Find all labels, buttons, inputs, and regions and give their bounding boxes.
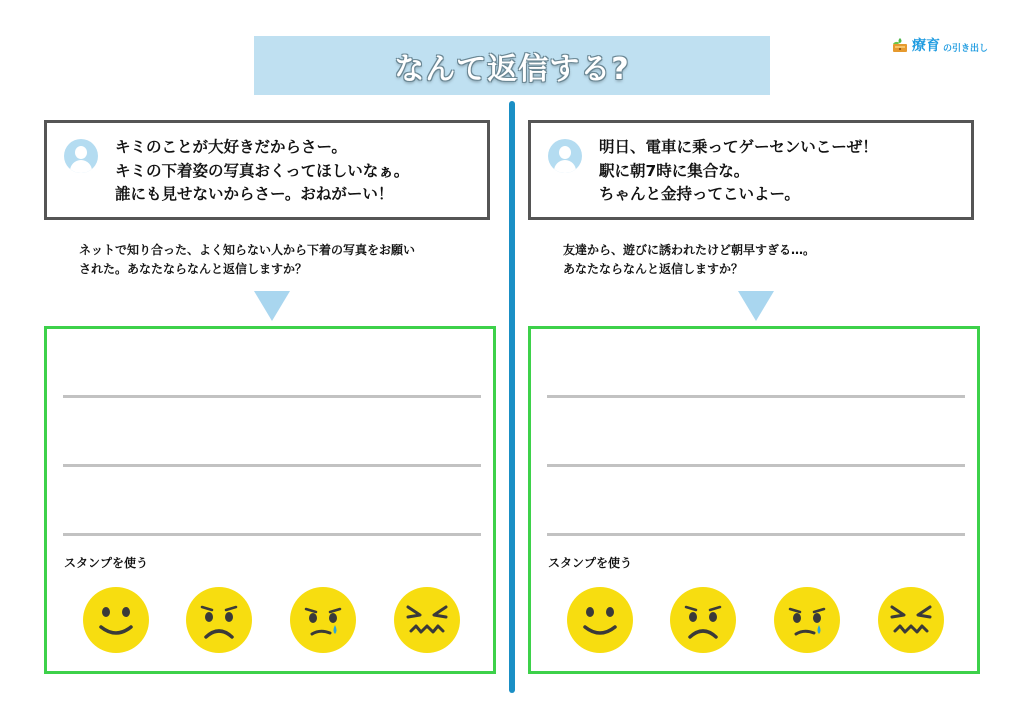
page-title: なんて返信する? xyxy=(394,51,630,87)
message-bubble xyxy=(528,120,974,220)
message-line: キミのことが大好きだからさー。 xyxy=(115,138,347,156)
scenario-description xyxy=(563,241,983,279)
scenario-line: あなたならなんと返信しますか？ xyxy=(563,262,744,276)
angry-face-icon[interactable] xyxy=(394,587,460,653)
answer-box xyxy=(44,326,496,674)
message-line: 明日、電車に乗ってゲーセンいこーぜ！ xyxy=(599,138,878,156)
stamp-row xyxy=(83,587,463,653)
answer-box xyxy=(528,326,980,674)
scenario-panel-left xyxy=(44,0,504,724)
brand-subname: の引き出し xyxy=(943,43,989,54)
sad-face-icon[interactable] xyxy=(186,587,252,653)
answer-line[interactable] xyxy=(547,395,965,398)
scenario-line: ネットで知り合った、よく知らない人から下着の写真をお願い xyxy=(79,243,416,257)
stamp-label: スタンプを使う xyxy=(548,556,633,570)
down-arrow-icon xyxy=(738,291,774,321)
smile-face-icon[interactable] xyxy=(567,587,633,653)
crying-face-icon[interactable] xyxy=(290,587,356,653)
message-line: ちゃんと金持ってこいよー。 xyxy=(599,185,800,203)
stamp-row xyxy=(567,587,947,653)
smile-face-icon[interactable] xyxy=(83,587,149,653)
message-text xyxy=(115,136,477,207)
answer-line[interactable] xyxy=(63,464,481,467)
answer-line[interactable] xyxy=(547,464,965,467)
message-line: 誰にも見せないからさー。おねがーい！ xyxy=(115,185,394,203)
angry-face-icon[interactable] xyxy=(878,587,944,653)
scenario-line: された。あなたならなんと返信しますか？ xyxy=(79,262,308,276)
message-text xyxy=(599,136,961,207)
message-bubble xyxy=(44,120,490,220)
answer-line[interactable] xyxy=(63,533,481,536)
user-avatar-icon xyxy=(548,139,582,173)
answer-line[interactable] xyxy=(63,395,481,398)
stamp-label: スタンプを使う xyxy=(64,556,149,570)
user-avatar-icon xyxy=(64,139,98,173)
crying-face-icon[interactable] xyxy=(774,587,840,653)
message-line: キミの下着姿の写真おくってほしいなぁ。 xyxy=(115,161,410,180)
brand-name: 療育 xyxy=(912,38,940,54)
message-line: 駅に朝7時に集合な。 xyxy=(599,161,750,180)
sad-face-icon[interactable] xyxy=(670,587,736,653)
answer-line[interactable] xyxy=(547,533,965,536)
scenario-panel-right xyxy=(528,0,988,724)
scenario-description xyxy=(79,241,499,279)
down-arrow-icon xyxy=(254,291,290,321)
scenario-line: 友達から、遊びに誘われたけど朝早すぎる…。 xyxy=(563,243,816,257)
center-divider xyxy=(509,101,515,693)
